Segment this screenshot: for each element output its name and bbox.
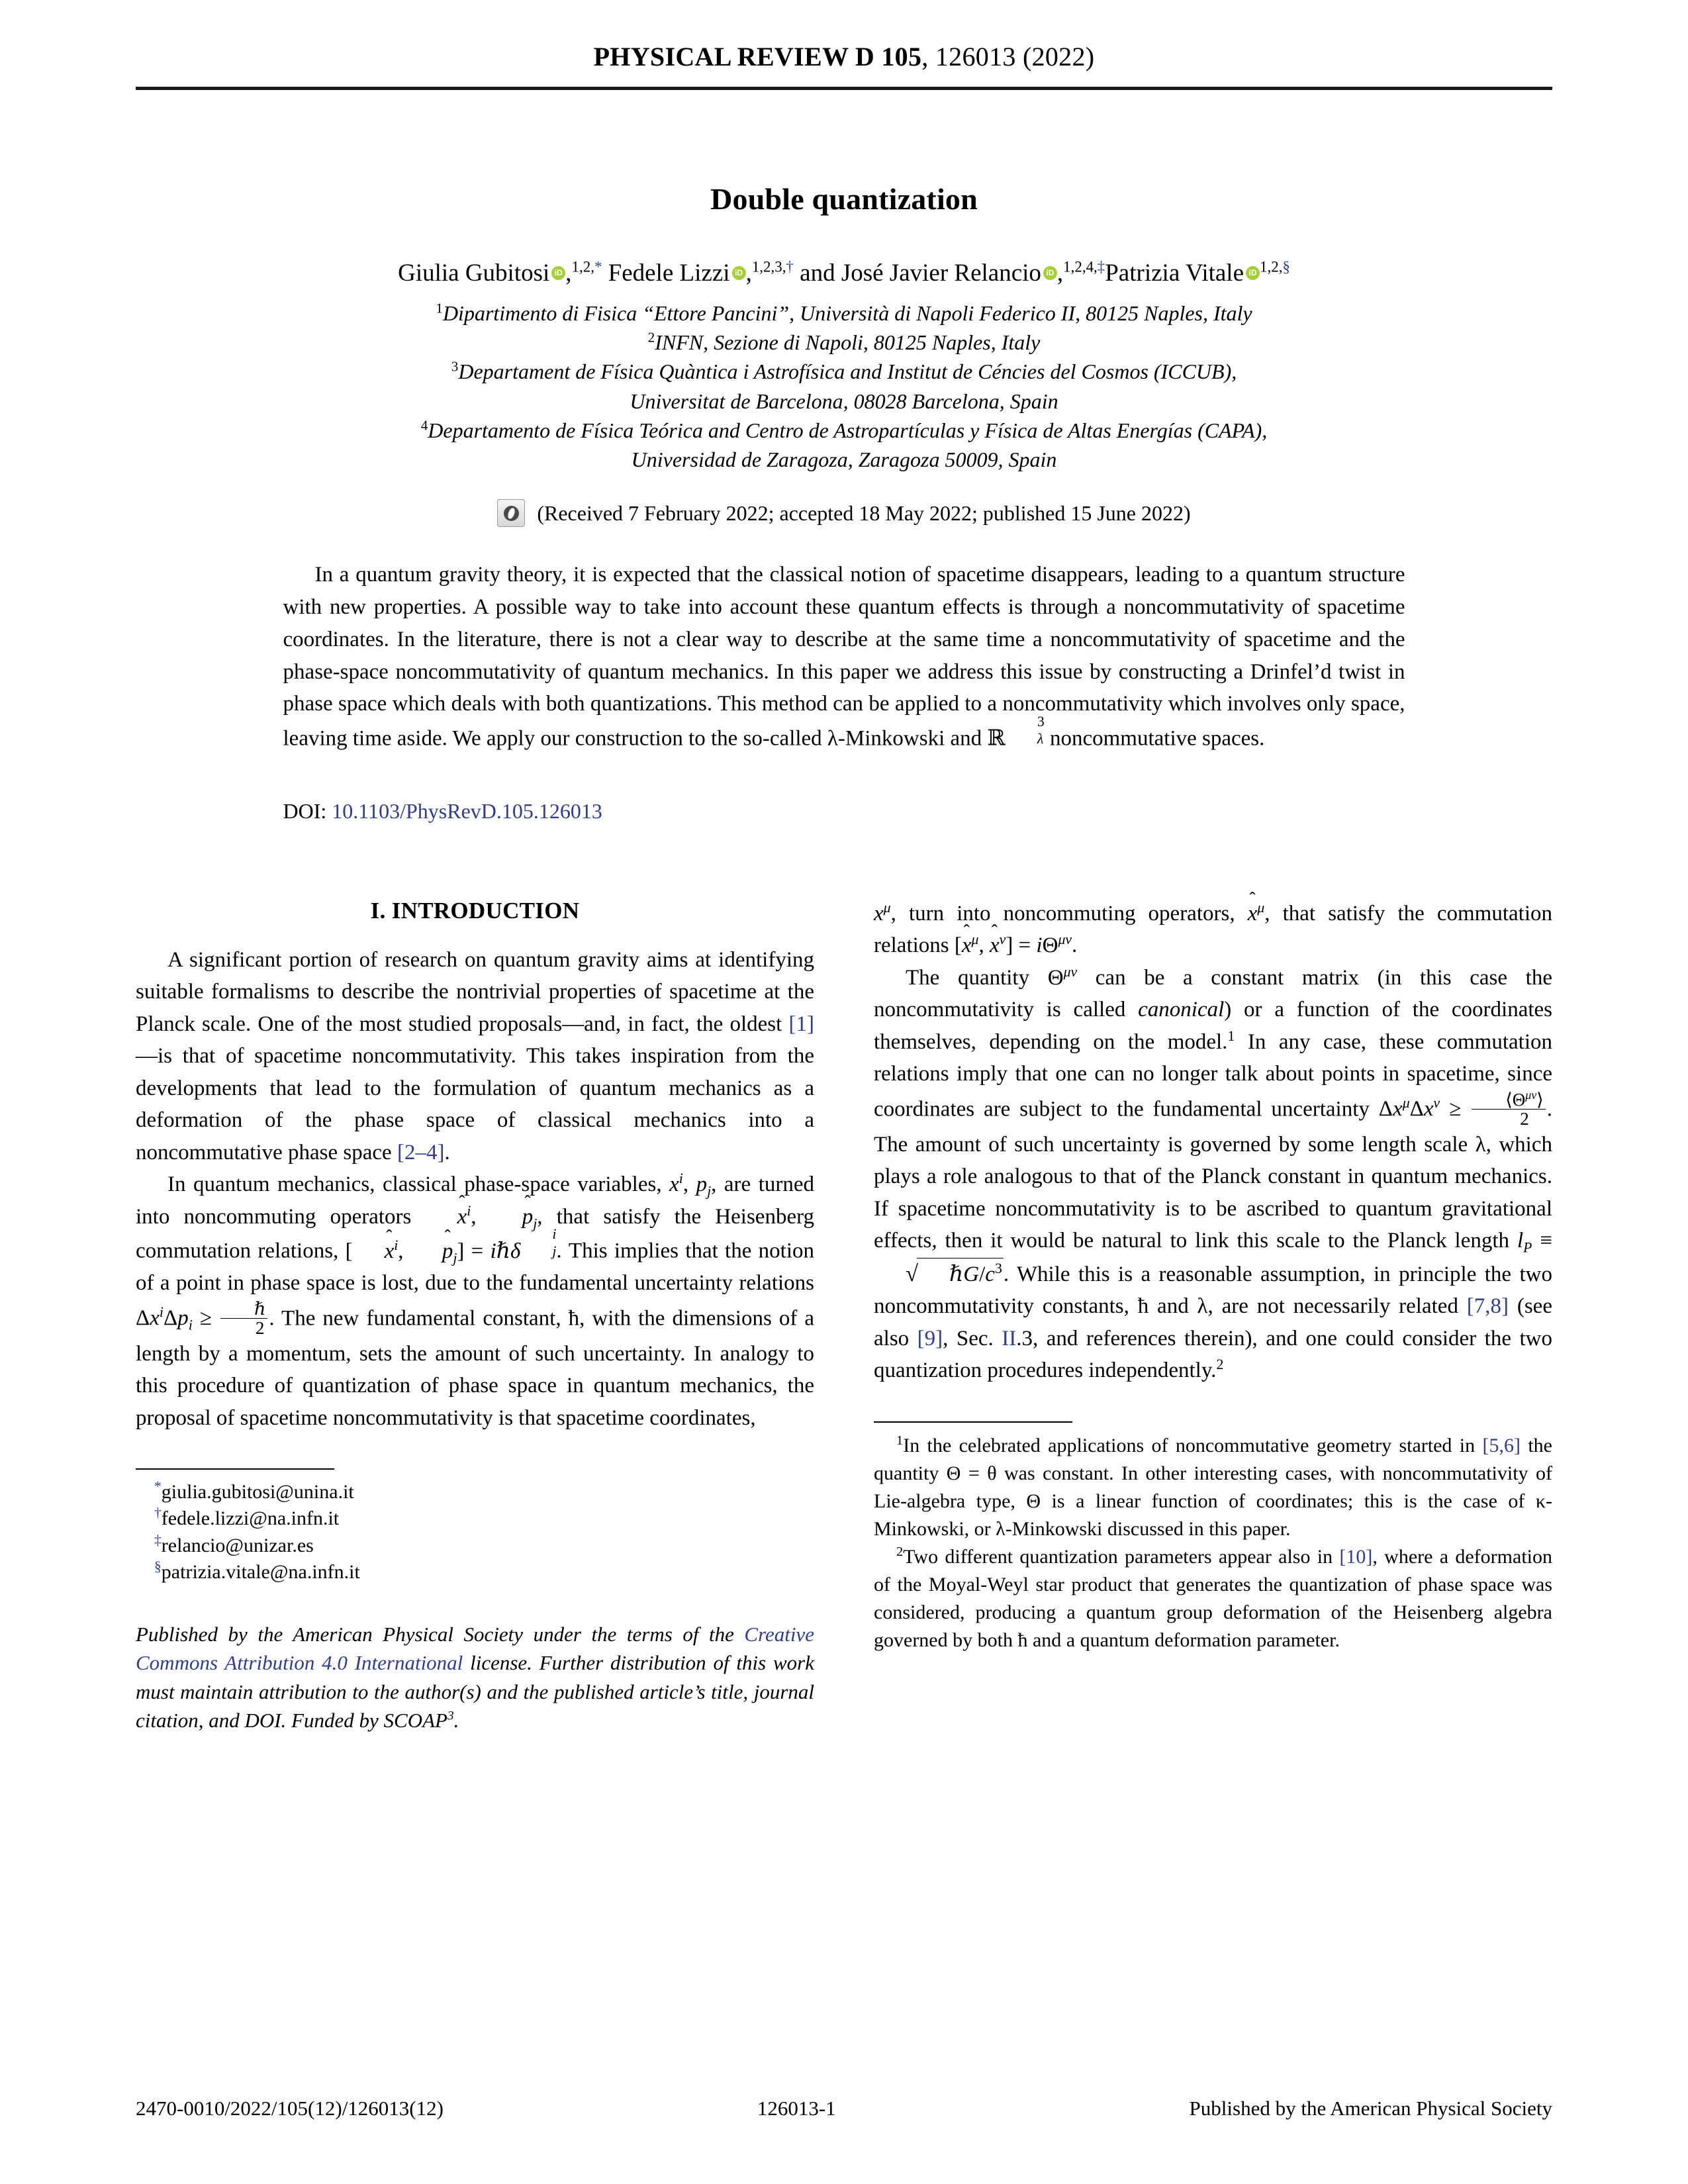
email-address[interactable]: giulia.gubitosi@unina.it xyxy=(161,1481,354,1503)
doi-link[interactable]: 10.1103/PhysRevD.105.126013 xyxy=(332,798,602,823)
email-item xyxy=(154,1479,814,1505)
license-part-2: license. Further distribution of this work must maintain attribution to the author(s) and the published article’s title, journal citation, and DOI. Funded by SCOAP xyxy=(136,1651,814,1733)
author-name: José Javier Relancio xyxy=(841,260,1041,287)
affiliation-text: Departament de Física Quàntica i Astrofísica and Institut de Céncies del Cosmos (ICCUB), xyxy=(458,359,1237,384)
publication-dateline xyxy=(136,499,1552,527)
affiliation-item xyxy=(136,445,1552,474)
right-paragraph-2 xyxy=(874,962,1552,1387)
intro-p2-c: , that satisfy the Heisenberg commutation relations, xyxy=(136,1204,814,1263)
abstract-text: In a quantum gravity theory, it is expected that the classical notion of spacetime disappears, leading to a quantum structure with new properties. A possible way to take into account these quantum effects is through a noncommutativity of spacetime coordinates. In the literature, there is not a clear way to describe at the same time a noncommutativity of spacetime and the phase-space noncommutativity of quantum mechanics. In this paper we address this issue by constructing a Drinfel’d twist in phase space which deals with both quantizations. This method can be applied to a noncommutativity which involves only space, leaving time aside. We apply our construction to the so-called λ-Minkowski and ℝ xyxy=(283,563,1405,751)
affiliation-number: 3 xyxy=(451,358,459,375)
right-p2-g: (see also xyxy=(874,1294,1552,1351)
math-xhat-phat: x $^i$, p $_j$ xyxy=(457,1202,538,1232)
author-affiliation-marks xyxy=(752,259,794,275)
footnote-marker-1[interactable]: 1 xyxy=(1227,1027,1235,1044)
math-x-mu: $x^\mu$ xyxy=(874,899,891,926)
footnote-2-b: , where a deformation of the Moyal-Weyl star product that generates the quantization of phase space was considered, producing a quantum group deformation of the Heisenberg algebra governed by both ħ and a quantum deformation parameter. xyxy=(874,1545,1552,1651)
affiliation-item xyxy=(136,387,1552,416)
citation-ref-10[interactable]: [10] xyxy=(1339,1545,1373,1568)
page-footer xyxy=(136,2097,1552,2120)
intro-p2-b: , are turned into noncommuting operators xyxy=(136,1172,814,1229)
right-p2-h: , Sec. xyxy=(943,1326,1002,1351)
affiliation-number: 2 xyxy=(647,329,655,346)
email-symbol: ‡ xyxy=(154,1531,162,1548)
author-entry: Giulia Gubitosi iD ,$^{1,2,*}$ xyxy=(398,260,602,287)
math-planck-length: $l_P$ ≡ √ $\hbar G/c^3$ xyxy=(874,1229,1552,1286)
theta-indices: μν xyxy=(1063,963,1078,980)
right-column xyxy=(874,898,1552,1654)
license-link[interactable]: Creative Commons Attribution 4.0 International xyxy=(136,1622,814,1675)
footnote-2-a: Two different quantization parameters appear also in xyxy=(903,1545,1340,1568)
author-symbol[interactable]: * xyxy=(594,258,602,275)
right-p2-italic: canonical xyxy=(1138,998,1225,1022)
affiliation-text: Departamento de Física Teórica and Centro de Astropartículas y Física de Altas Energías (CAPA), xyxy=(428,418,1268,442)
affiliation-text: INFN, Sezione di Napoli, 80125 Naples, Italy xyxy=(655,330,1041,355)
license-sup: 3 xyxy=(447,1709,454,1723)
math-uncertainty-xp: $\Delta x^i\Delta p_i$ ≥ $\frac{\text{ℏ}}{2}$ xyxy=(136,1306,269,1330)
author-aff-nums: 1,2, xyxy=(1260,258,1283,275)
math-x-i-p-j: $x^i$, $p_j$ xyxy=(669,1170,712,1200)
footer-publisher: Published by the American Physical Society xyxy=(1189,2097,1552,2120)
intro-p2-a: In quantum mechanics, classical phase-space variables, xyxy=(167,1172,670,1197)
footnote-1-b: the quantity Θ = θ was constant. In other interesting cases, with noncommutativity of Lie-algebra type, Θ is a linear function of coordinates; this is the case of κ-Minkowski, or λ-Minkowski discussed in this paper. xyxy=(874,1434,1552,1540)
citation-ref-9[interactable]: [9] xyxy=(917,1326,943,1351)
email-symbol: † xyxy=(154,1505,162,1521)
orcid-icon[interactable] xyxy=(732,266,746,280)
affiliation-list xyxy=(136,299,1552,474)
author-symbol[interactable]: ‡ xyxy=(1097,258,1105,275)
page-title: Double quantization xyxy=(710,182,978,216)
intro-p1-b: —is that of spacetime noncommutativity. This takes inspiration from the developments that lead to the formulation of quantum mechanics as a deformation of the phase space of classical mechanics into a noncommutative phase space xyxy=(136,1044,814,1164)
intro-p2-d: . This implies that the notion of a point in phase space is lost, due to the fundamental uncertainty relations xyxy=(136,1239,814,1296)
author-name: Giulia Gubitosi xyxy=(398,260,550,287)
journal-header xyxy=(136,0,1552,72)
citation-ref-5-6[interactable]: [5,6] xyxy=(1482,1434,1521,1456)
right-paragraph-1 xyxy=(874,898,1552,962)
intro-p1-c: . xyxy=(444,1140,450,1164)
author-separator xyxy=(602,260,608,287)
citation-ref-2-4[interactable]: [2–4] xyxy=(397,1140,445,1164)
author-name: Fedele Lizzi xyxy=(608,260,730,287)
intro-paragraph-1 xyxy=(136,944,814,1169)
license-part-1: Published by the American Physical Society under the terms of the xyxy=(136,1622,745,1646)
math-theta-commutator: [x $^\mu$, x $^\nu] = i\Theta^{\mu\nu}$ xyxy=(954,931,1072,958)
intro-p1-a: A significant portion of research on quantum gravity aims at identifying suitable formalisms to describe the nontrivial properties of spacetime at the Planck scale. One of the most studied proposals—and, in fact, the oldest xyxy=(136,947,814,1036)
footnote-marker-2[interactable]: 2 xyxy=(1216,1356,1224,1373)
author-aff-nums: 1,2,3, xyxy=(751,258,786,275)
license-part-3: . xyxy=(453,1709,459,1733)
body-columns xyxy=(136,898,1552,1735)
section-cross-ref[interactable]: II xyxy=(1002,1326,1017,1351)
author-symbol[interactable]: § xyxy=(1282,258,1290,275)
abstract-text-tail: noncommutative spaces. xyxy=(1044,726,1265,751)
affiliation-number: 1 xyxy=(436,300,443,316)
author-affiliation-marks xyxy=(1260,259,1290,275)
right-p1-b: , that satisfy the commutation relations xyxy=(874,901,1552,958)
title-block xyxy=(136,181,1552,527)
footer-page-number: 126013-1 xyxy=(757,2097,836,2120)
journal-article-year: , 126013 (2022) xyxy=(921,42,1095,71)
author-name: Patrizia Vitale xyxy=(1105,260,1244,287)
doi-line xyxy=(283,799,1405,824)
crossmark-badge-icon[interactable] xyxy=(497,499,525,527)
footnote-divider xyxy=(136,1468,334,1470)
abstract xyxy=(283,559,1405,755)
affiliation-item xyxy=(136,357,1552,386)
author-separator: and xyxy=(793,260,841,287)
abstract-sub: λ xyxy=(1037,731,1044,747)
right-footnote-block xyxy=(874,1421,1552,1654)
email-symbol: § xyxy=(154,1558,162,1574)
footnote-1 xyxy=(874,1432,1552,1543)
right-p2-c: ) or a function of the coordinates themselves, depending on the model. xyxy=(874,998,1552,1054)
affiliation-number: 4 xyxy=(420,417,428,434)
orcid-icon[interactable] xyxy=(1043,266,1057,280)
affiliation-text: Universitat de Barcelona, 08028 Barcelona, Spain xyxy=(630,389,1058,413)
math-xhat-mu: x $^\mu$ xyxy=(1247,899,1265,926)
journal-volume: 105 xyxy=(881,42,922,71)
author-list xyxy=(136,258,1552,289)
affiliation-text: Dipartimento di Fisica “Ettore Pancini”, Università di Napoli Federico II, 80125 Naples, Italy xyxy=(442,301,1252,326)
email-item xyxy=(154,1533,814,1559)
author-entry: Fedele Lizzi iD ,$^{1,2,3,\dagger}$ xyxy=(608,260,794,287)
intro-p2-e: . The new fundamental constant, ħ, with the dimensions of a length by a momentum, sets the amount of such uncertainty. In analogy to this procedure of quantization of phase space in quantum mechanics, the proposal of spacetime noncommutativity is that spacetime coordinates, xyxy=(136,1306,814,1430)
footnote-2 xyxy=(874,1543,1552,1654)
orcid-icon[interactable] xyxy=(551,266,565,280)
citation-ref-1[interactable]: [1] xyxy=(788,1012,814,1036)
license-notice xyxy=(136,1620,814,1735)
author-aff-nums: 1,2,4, xyxy=(1063,258,1098,275)
author-affiliation-marks xyxy=(572,259,602,275)
math-uncertainty-theta: $\Delta x^\mu\Delta x^\nu$ ≥ $\frac{⟨\Theta^{\mu\nu}⟩}{2}$ xyxy=(1379,1097,1547,1121)
right-p2-b: can be a constant matrix (in this case the noncommutativity is called xyxy=(874,965,1552,1022)
journal-name: PHYSICAL REVIEW D xyxy=(593,42,875,71)
email-address[interactable]: fedele.lizzi@na.infn.it xyxy=(161,1507,340,1530)
author-entry xyxy=(1105,260,1290,287)
math-heisenberg-commutator: [ x $^i$, p $_j$] = iℏδ i j xyxy=(345,1225,557,1266)
citation-ref-7-8[interactable]: [7,8] xyxy=(1466,1294,1509,1319)
right-p2-a: The quantity Θ xyxy=(906,965,1064,990)
section-heading-introduction: I. INTRODUCTION xyxy=(370,897,580,924)
affiliation-item xyxy=(136,416,1552,445)
affiliation-item xyxy=(136,299,1552,328)
author-emails xyxy=(136,1479,814,1586)
header-divider xyxy=(136,87,1552,90)
author-entry: José Javier Relancio iD ,$^{1,2,4,\ddagger}$ xyxy=(841,260,1105,287)
left-column xyxy=(136,898,814,1735)
doi-label: DOI: xyxy=(283,798,327,823)
email-address[interactable]: patrizia.vitale@na.infn.it xyxy=(161,1560,360,1583)
right-p1-a: , turn into noncommuting operators, xyxy=(890,901,1248,926)
dateline-text: (Received 7 February 2022; accepted 18 May 2022; published 15 June 2022) xyxy=(537,500,1191,525)
intro-paragraph-2 xyxy=(136,1168,814,1434)
orcid-icon[interactable] xyxy=(1246,266,1260,280)
right-p1-c: . xyxy=(1072,933,1078,958)
email-address[interactable]: relancio@unizar.es xyxy=(161,1534,314,1556)
footnote-1-marker: 1 xyxy=(896,1433,904,1448)
left-footnote-block xyxy=(136,1468,814,1734)
abstract-r3-lambda-symbol xyxy=(1006,713,1045,747)
email-item xyxy=(154,1559,814,1586)
footnote-2-marker: 2 xyxy=(896,1544,904,1559)
right-p2-i: .3, and references therein), and one could consider the two quantization procedures independently. xyxy=(874,1326,1552,1383)
footer-issn: 2470-0010/2022/105(12)/126013(12) xyxy=(136,2097,444,2120)
email-item xyxy=(154,1505,814,1532)
email-symbol: * xyxy=(154,1478,162,1495)
abstract-sup: 3 xyxy=(1037,713,1045,730)
affiliation-item xyxy=(136,328,1552,357)
author-symbol[interactable]: † xyxy=(786,258,794,275)
author-affiliation-marks xyxy=(1063,259,1105,275)
footnote-1-a: In the celebrated applications of noncommutative geometry started in xyxy=(903,1434,1483,1456)
footnote-divider xyxy=(874,1421,1072,1423)
author-aff-nums: 1,2, xyxy=(571,258,594,275)
right-p2-e: . The amount of such uncertainty is governed by some length scale λ, which plays a role analogous to that of the Planck constant in quantum mechanics. If spacetime noncommutativity is to be ascribed to quantum gravitational effects, then it would be natural to link this scale to the Planck length xyxy=(874,1097,1552,1253)
affiliation-text: Universidad de Zaragoza, Zaragoza 50009, Spain xyxy=(631,447,1057,471)
right-p2-d: In any case, these commutation relations imply that one can no longer talk about points in spacetime, since coordinates are subject to the fundamental uncertainty xyxy=(874,1029,1552,1121)
right-p2-f: . While this is a reasonable assumption, in principle the two noncommutativity constants, ħ and λ, are not necessarily related xyxy=(874,1262,1552,1319)
